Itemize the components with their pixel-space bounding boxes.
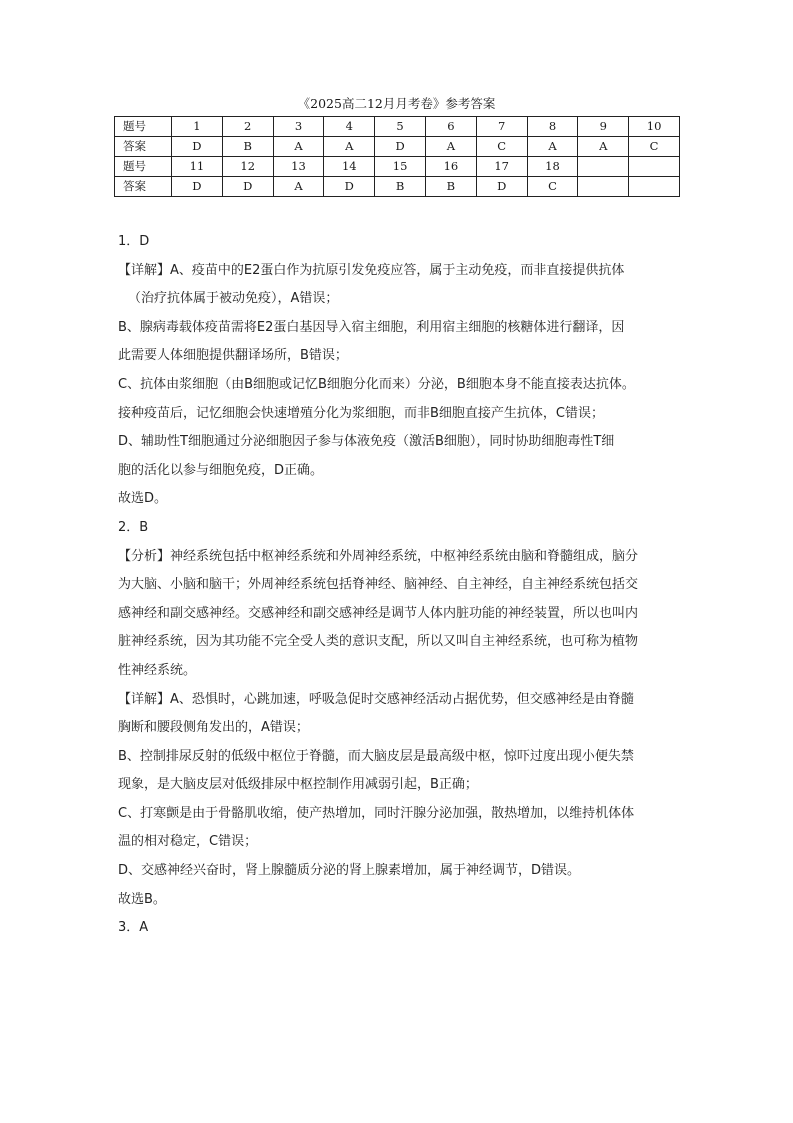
text-line: 【分析】神经系统包括中枢神经系统和外周神经系统，中枢神经系统由脑和脊髓组成，脑分 [118, 548, 639, 564]
table-cell: 7 [476, 117, 527, 137]
table-cell: A [273, 177, 324, 197]
text-line: B、腺病毒载体疫苗需将E2蛋白基因导入宿主细胞，利用宿主细胞的核糖体进行翻译，因 [118, 319, 625, 335]
table-cell: 3 [273, 117, 324, 137]
text-line: 【详解】A、疫苗中的E2蛋白作为抗原引发免疫应答，属于主动免疫，而非直接提供抗体 [118, 262, 625, 278]
table-cell: D [172, 137, 223, 157]
table-row [115, 177, 680, 197]
table-cell: B [375, 177, 426, 197]
table-cell: 9 [578, 117, 629, 137]
table-cell: A [425, 137, 476, 157]
text-line: 为大脑、小脑和脑干；外周神经系统包括脊神经、脑神经、自主神经，自主神经系统包括交 [118, 577, 639, 593]
table-cell: D [172, 177, 223, 197]
table-cell: 4 [324, 117, 375, 137]
text-line: C、打寒颤是由于骨骼肌收缩，使产热增加，同时汗腺分泌加强，散热增加，以维持机体体 [118, 805, 635, 821]
table-cell: 1 [172, 117, 223, 137]
row-header: 题号 [115, 117, 172, 137]
table-cell: 17 [476, 157, 527, 177]
table-cell: C [527, 177, 578, 197]
table-cell [578, 157, 629, 177]
answer-table [114, 116, 680, 197]
table-cell: 18 [527, 157, 578, 177]
text-line: D、辅助性T细胞通过分泌细胞因子参与体液免疫（激活B细胞），同时协助细胞毒性T细 [118, 434, 615, 450]
table-cell: D [375, 137, 426, 157]
text-line: 温的相对稳定，C错误； [118, 834, 258, 850]
table-cell: D [476, 177, 527, 197]
table-cell: 10 [629, 117, 680, 137]
table-cell [629, 177, 680, 197]
table-row [115, 157, 680, 177]
table-cell: D [222, 177, 273, 197]
table-row [115, 117, 680, 137]
text-line: 性神经系统。 [118, 662, 197, 678]
table-cell: 5 [375, 117, 426, 137]
text-line: 感神经和副交感神经。交感神经和副交感神经是调节人体内脏功能的神经装置，所以也叫内 [118, 605, 639, 621]
text-line: 脏神经系统，因为其功能不完全受人类的意识支配，所以又叫自主神经系统，也可称为植物 [118, 634, 639, 650]
text-line: （治疗抗体属于被动免疫），A错误； [128, 291, 339, 307]
text-line: 故选D。 [118, 491, 168, 507]
table-cell: B [222, 137, 273, 157]
answer-explanations [118, 228, 684, 943]
question-number: 2．B [118, 519, 149, 535]
text-line: D、交感神经兴奋时，肾上腺髓质分泌的肾上腺素增加，属于神经调节，D错误。 [118, 863, 581, 879]
table-cell: A [527, 137, 578, 157]
table-cell: 11 [172, 157, 223, 177]
table-cell: B [425, 177, 476, 197]
table-cell: A [324, 137, 375, 157]
table-cell: D [324, 177, 375, 197]
table-cell: A [578, 137, 629, 157]
table-cell: C [476, 137, 527, 157]
text-line: 现象，是大脑皮层对低级排尿中枢控制作用减弱引起，B正确； [118, 777, 478, 793]
table-cell: C [629, 137, 680, 157]
row-header: 题号 [115, 157, 172, 177]
text-line: 胸断和腰段侧角发出的，A错误； [118, 720, 309, 736]
text-line: 此需要人体细胞提供翻译场所，B错误； [118, 348, 348, 364]
row-header: 答案 [115, 137, 172, 157]
table-cell: 14 [324, 157, 375, 177]
table-cell [578, 177, 629, 197]
table-cell: A [273, 137, 324, 157]
text-line: 接种疫苗后，记忆细胞会快速增殖分化为浆细胞，而非B细胞直接产生抗体，C错误； [118, 405, 604, 421]
text-line: 胞的活化以参与细胞免疫，D正确。 [118, 462, 324, 478]
question-number: 1．D [118, 234, 150, 249]
table-cell: 6 [425, 117, 476, 137]
text-line: B、控制排尿反射的低级中枢位于脊髓，而大脑皮层是最高级中枢，惊吓过度出现小便失禁 [118, 748, 634, 764]
question-number: 3．A [118, 920, 149, 936]
table-cell: 12 [222, 157, 273, 177]
table-cell: 15 [375, 157, 426, 177]
table-cell: 8 [527, 117, 578, 137]
table-cell: 2 [222, 117, 273, 137]
text-line: 【详解】A、恐惧时，心跳加速，呼吸急促时交感神经活动占据优势，但交感神经是由脊髓 [118, 691, 634, 707]
text-line: 故选B。 [118, 891, 166, 907]
table-row [115, 137, 680, 157]
row-header: 答案 [115, 177, 172, 197]
table-cell: 13 [273, 157, 324, 177]
text-line: C、抗体由浆细胞（由B细胞或记忆B细胞分化而来）分泌，B细胞本身不能直接表达抗体。 [118, 376, 635, 392]
page-title: 《2025高二12月月考卷》参考答案 [297, 96, 496, 111]
table-cell: 16 [425, 157, 476, 177]
table-cell [629, 157, 680, 177]
